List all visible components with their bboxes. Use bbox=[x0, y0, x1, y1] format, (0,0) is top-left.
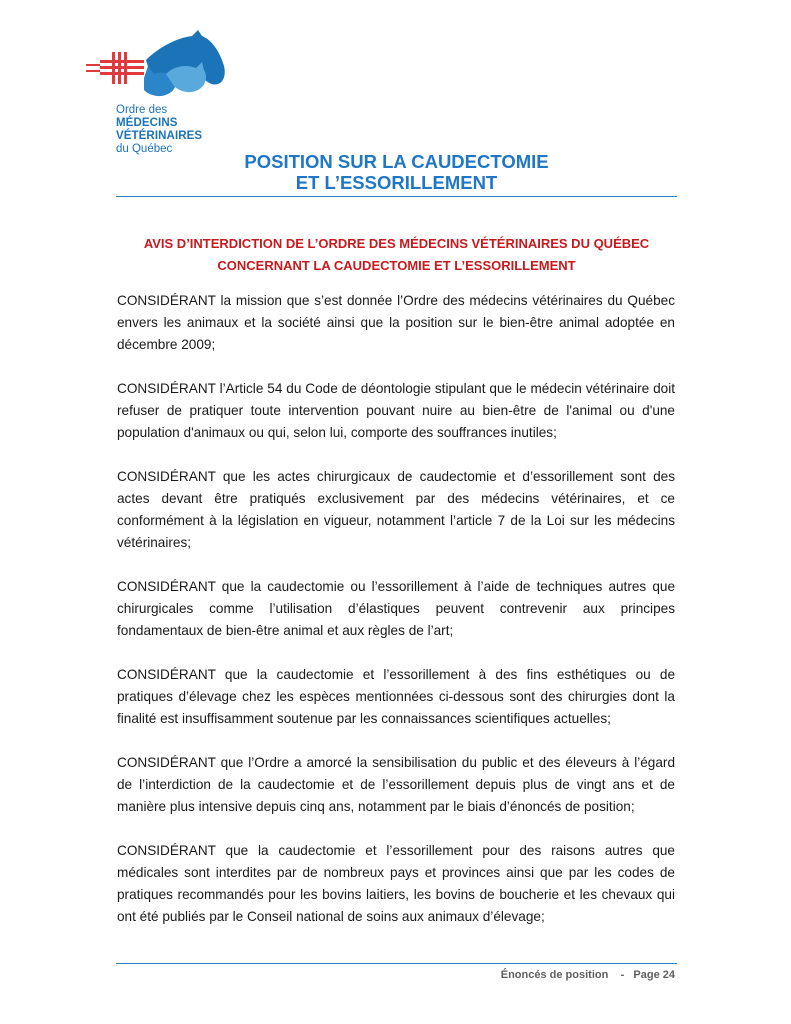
footer-divider bbox=[116, 963, 677, 964]
medical-cross-icon bbox=[86, 52, 144, 84]
paragraph: CONSIDÉRANT l’Article 54 du Code de déontologie stipulant que le médecin vétérinaire doit refuser de pratiquer toute intervention pouvant nuire au bien-être de l'animal ou d'une population d'animaux ou qui, selon lui, comporte des souffrances inutiles; bbox=[117, 381, 675, 440]
ordre-logo bbox=[86, 30, 266, 155]
paragraph: CONSIDÉRANT la mission que s’est donnée l’Ordre des médecins vétérinaires du Québec envers les animaux et la société ainsi que la position sur le bien-être animal adoptée en décembre 2009; bbox=[117, 293, 675, 352]
title-line-1: POSITION SUR LA CAUDECTOMIE bbox=[244, 151, 549, 172]
title-divider bbox=[116, 196, 677, 197]
footer-section: Énoncés de position bbox=[500, 969, 609, 981]
footer-separator: - bbox=[620, 969, 625, 981]
paragraph: CONSIDÉRANT que l’Ordre a amorcé la sensibilisation du public et des éleveurs à l’égard de l’interdiction de la caudectomie et de l’essorillement depuis plus de vingt ans et de manière plus intensive depuis cinq ans, notamment par le biais d’énoncés de position; bbox=[117, 755, 675, 814]
paragraph: CONSIDÉRANT que les actes chirurgicaux de caudectomie et d’essorillement sont des actes devant être pratiqués exclusivement par des médecins vétérinaires, et ce conformément à la législation en vigueur, notamment l’article 7 de la Loi sur les médecins vétérinaires; bbox=[117, 469, 675, 550]
logo-line-3: du Québec bbox=[116, 143, 173, 155]
page-footer bbox=[501, 969, 675, 981]
logo-mark bbox=[86, 30, 266, 105]
logo-line-1: Ordre des bbox=[116, 104, 168, 116]
document-body bbox=[117, 290, 675, 950]
paragraph: CONSIDÉRANT que la caudectomie et l’essorillement pour des raisons autres que médicales sont interdites par de nombreux pays et provinces ainsi que par les codes de pratiques recommandés pour les bovins laitiers, les bovins de boucherie et les chevaux qui ont été publiés par le Conseil national de soins aux animaux d’élevage; bbox=[117, 843, 675, 924]
title-line-2: ET L’ESSORILLEMENT bbox=[295, 172, 498, 193]
paragraph: CONSIDÉRANT que la caudectomie ou l’essorillement à l’aide de techniques autres que chirurgicales comme l’utilisation d’élastiques peuvent contrevenir aux principes fondamentaux de bien-être animal et aux règles de l’art; bbox=[117, 579, 675, 638]
logo-line-2: MÉDECINS VÉTÉRINAIRES bbox=[116, 117, 203, 142]
notice-heading bbox=[116, 233, 677, 277]
notice-line-2: CONCERNANT LA CAUDECTOMIE ET L’ESSORILLEMENT bbox=[217, 258, 576, 273]
paragraph: CONSIDÉRANT que la caudectomie et l’essorillement à des fins esthétiques ou de pratiques d’élevage chez les espèces mentionnées ci-dessous sont des chirurgies dont la finalité est insuffisamment soutenue par les connaissances scientifiques actuelles; bbox=[117, 667, 675, 726]
document-title bbox=[116, 151, 677, 193]
logo-wordmark bbox=[116, 104, 266, 156]
page-number: Page 24 bbox=[633, 969, 675, 981]
notice-line-1: AVIS D’INTERDICTION DE L’ORDRE DES MÉDECINS VÉTÉRINAIRES DU QUÉBEC bbox=[143, 236, 650, 251]
